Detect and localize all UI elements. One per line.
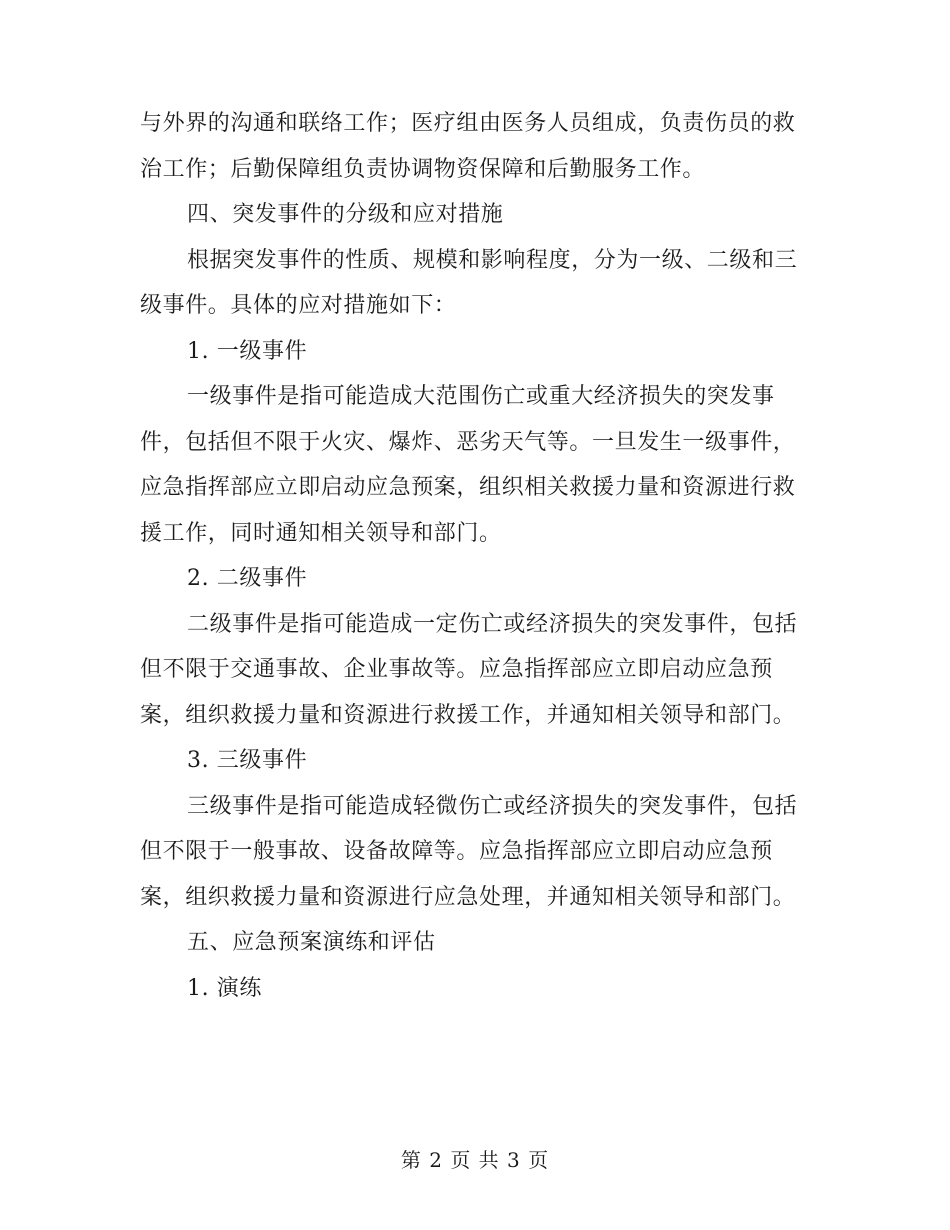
- subheading-drill: 1. 演练: [187, 975, 262, 1001]
- paragraph-level-3: 三级事件是指可能造成轻微伤亡或经济损失的突发事件，包括但不限于一般事故、设备故障等。应急指挥部应立即启动应急预案，组织救援力量和资源进行应急处理，并通知相关领导和部门。: [140, 793, 798, 910]
- paragraph-level-1: 一级事件是指可能造成大范围伤亡或重大经济损失的突发事件，包括但不限于火灾、爆炸、恶劣天气等。一旦发生一级事件，应急指挥部应立即启动应急预案，组织相关救援力量和资源进行救援工作，同时通知相关领导和部门。: [140, 384, 796, 546]
- page-number-footer: 第 2 页 共 3 页: [400, 1148, 550, 1172]
- document-body: [140, 101, 802, 1011]
- paragraph-continuation: 与外界的沟通和联络工作；医疗组由医务人员组成，负责伤员的救治工作；后勤保障组负责协调物资保障和后勤服务工作。: [140, 111, 796, 182]
- subheading-level-3: 3. 三级事件: [187, 748, 308, 773]
- section-heading-4: 四、突发事件的分级和应对措施: [187, 202, 504, 227]
- subheading-level-1: 1. 一级事件: [187, 338, 308, 364]
- subheading-level-2: 2. 二级事件: [187, 566, 308, 591]
- section-heading-5: 五、应急预案演练和评估: [187, 930, 436, 955]
- paragraph-level-2: 二级事件是指可能造成一定伤亡或经济损失的突发事件，包括但不限于交通事故、企业事故等。应急指挥部应立即启动应急预案，组织救援力量和资源进行救援工作，并通知相关领导和部门。: [140, 611, 798, 728]
- paragraph-classification: 根据突发事件的性质、规模和影响程度，分为一级、二级和三级事件。具体的应对措施如下：: [140, 247, 798, 318]
